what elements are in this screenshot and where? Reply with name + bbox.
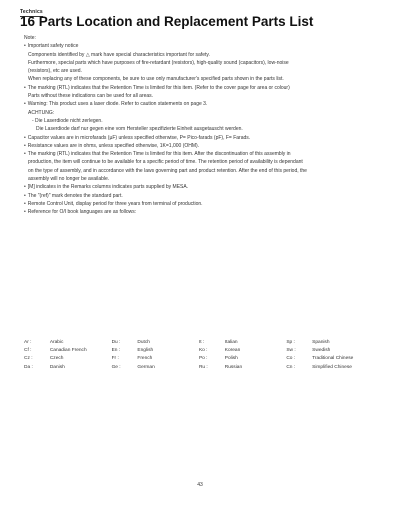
language-code: Cn : [286, 364, 296, 370]
language-name: Spanish [312, 340, 330, 345]
note-line: • The marking (RTL) indicates that the Retention Time is limited for this item. (Refer to the cover page for area or colour) [24, 84, 386, 92]
language-name: Arabic [49, 340, 64, 345]
language-row [24, 355, 374, 363]
language-name: Polish [224, 356, 238, 362]
note-line: • Capacitor values are in microfarads (µF) unless specified otherwise, P= Pico-farads (pF), F= Farads. [24, 134, 386, 142]
language-name: English [137, 348, 154, 354]
language-name: Russian [224, 364, 243, 370]
language-name: Dutch [137, 340, 150, 345]
note-line: Die Laserdiode darf nur gegen eine vom Hersteller spezifizierte Einheit ausgetauscht werden. [36, 126, 243, 133]
language-row [24, 339, 374, 347]
language-name: Italian [224, 340, 238, 345]
language-code: It : [198, 340, 205, 345]
language-code: Sp : [286, 340, 295, 345]
language-name: Simplified Chinese [312, 364, 352, 370]
language-name: Swedish [312, 348, 331, 354]
language-code: Ar : [24, 340, 32, 345]
language-code: Fr : [111, 356, 119, 362]
notes-section [24, 34, 386, 217]
language-name: Danish [49, 364, 65, 370]
note-line: Furthermore, special parts which have purposes of fire-retardant (resistors), high-quality sound (capacitors), low-noise [28, 59, 289, 66]
language-code: Da : [24, 364, 33, 370]
language-code: Ru : [198, 364, 208, 370]
note-line: ACHTUNG: [28, 109, 55, 116]
note-line: Components identified by △ mark have special characteristics important for safety. [28, 51, 210, 58]
note-line: • Warning: This product uses a laser diode. Refer to caution statements on page 3. [24, 100, 386, 108]
note-line: on the type of assembly, and in accordance with the laws governing part and product retention. After the end of this period, the [28, 167, 307, 174]
language-code: Cz : [24, 356, 33, 362]
language-name: German [137, 364, 155, 370]
note-line: • Resistance values are in ohms, unless specified otherwise, 1K=1,000 (OHM). [24, 142, 386, 150]
language-row [24, 347, 374, 355]
brand-logo: Technics [20, 9, 43, 15]
language-code: Cf : [24, 348, 32, 354]
language-code: Du : [111, 340, 121, 345]
language-code: Po : [198, 356, 208, 362]
note-line: When replacing any of these components, be sure to use only manufacturer's specified parts shown in the parts list. [28, 76, 284, 83]
language-code: En : [111, 348, 121, 354]
language-name: French [137, 356, 153, 362]
note-line: • Remote Control Unit, display period for three years from terminal of production. [24, 200, 386, 208]
language-code: Co : [286, 356, 296, 362]
language-name: Traditional Chinese [312, 356, 354, 362]
language-reference-table [24, 339, 374, 372]
language-code: Ko : [198, 348, 208, 354]
page-number: 43 [197, 482, 203, 488]
language-name: Korean [224, 348, 241, 354]
language-name: Canadian French [49, 348, 87, 354]
language-code: Ge : [111, 364, 121, 370]
page-title: 16 Parts Location and Replacement Parts List [20, 14, 314, 29]
language-row [24, 364, 374, 372]
note-line: • The "(ref)" mark denotes the standard part. [24, 192, 386, 200]
note-line: - Die Laserdiode nicht zerlegen. [32, 117, 103, 124]
language-name: Czech [49, 356, 64, 362]
note-line: • Reference for O/I book languages are as follows: [24, 208, 386, 216]
note-line: • [M] indicates in the Remarks columns indicates parts supplied by MESA. [24, 183, 386, 191]
notes-label: Note: [24, 35, 36, 41]
notes-list [24, 42, 386, 216]
note-line: • The marking (RTL) indicates that the Retention Time is limited for this item. After the discontinuation of this assembly in [24, 150, 386, 158]
note-line: assembly will no longer be available. [28, 176, 110, 183]
note-line: (resistors), etc are used. [28, 68, 82, 75]
note-line: • Important safety notice [24, 42, 386, 50]
note-line: Parts without these indications can be used for all areas. [28, 93, 154, 100]
note-line: production, the item will continue to be available for a specific period of time. The retention period of availability is dependant [28, 159, 303, 166]
language-code: Sw : [286, 348, 296, 354]
